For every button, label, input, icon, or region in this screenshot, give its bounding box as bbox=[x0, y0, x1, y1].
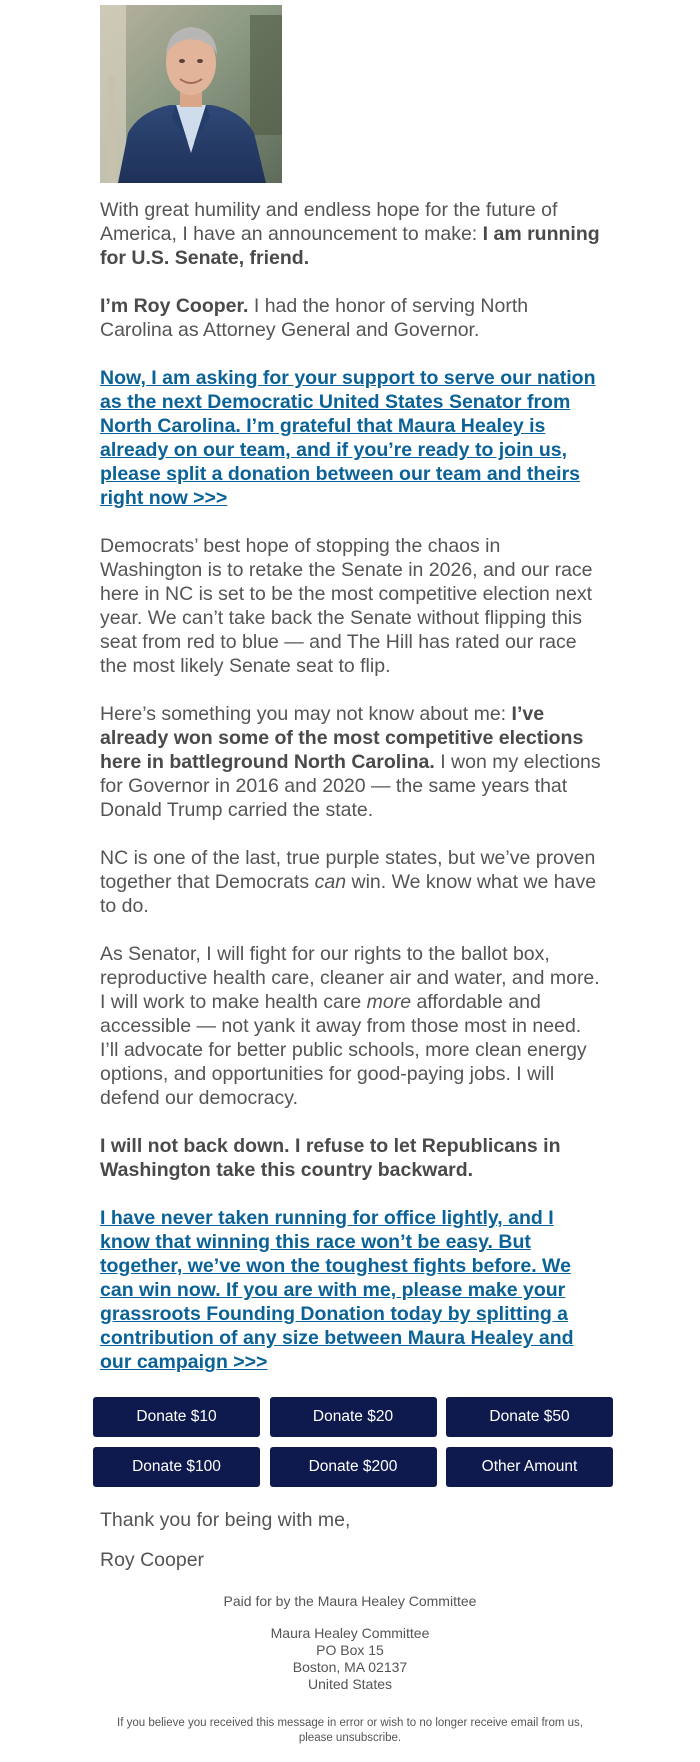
candidate-portrait bbox=[100, 5, 282, 183]
donate-10-button[interactable]: Donate $10 bbox=[93, 1397, 260, 1437]
donate-100-button[interactable]: Donate $100 bbox=[93, 1447, 260, 1487]
senate-paragraph: Democrats’ best hope of stopping the chaos in Washington is to retake the Senate in 2026, and our race here in NC is set to be the most competitive election next year. We can’t take back the Senate without flipping this seat from red to blue — and The Hill has rated our race the most likely Senate seat to flip. bbox=[100, 535, 593, 677]
signature-name: Roy Cooper bbox=[100, 1549, 205, 1571]
intro-paragraph: With great humility and endless hope for the future of America, I have an announcement to make: I am running for U.S. Senate, friend. bbox=[100, 199, 600, 269]
address-city: Boston, MA 02137 bbox=[292, 1659, 408, 1675]
introduction-paragraph: I’m Roy Cooper. I had the honor of serving North Carolina as Attorney General and Governor. bbox=[100, 295, 529, 341]
resolve-paragraph: I will not back down. I refuse to let Republicans in Washington take this country backward. bbox=[100, 1135, 561, 1181]
unsubscribe-notice: If you believe you received this message in error or wish to no longer receive email from us, please unsubscribe. bbox=[80, 1716, 620, 1746]
donate-20-button[interactable]: Donate $20 bbox=[270, 1397, 437, 1437]
announcement-bold: I am running for U.S. Senate, friend. bbox=[100, 223, 600, 269]
paid-for-disclaimer: Paid for by the Maura Healey Committee bbox=[223, 1593, 477, 1609]
mailing-address bbox=[80, 1625, 620, 1693]
thanks-line: Thank you for being with me, bbox=[100, 1509, 351, 1531]
letter-content bbox=[100, 198, 605, 1398]
unsubscribe-link[interactable]: please unsubscribe. bbox=[298, 1732, 402, 1744]
donate-50-button[interactable]: Donate $50 bbox=[446, 1397, 613, 1437]
donate-other-button[interactable]: Other Amount bbox=[446, 1447, 613, 1487]
donate-button-grid bbox=[93, 1397, 613, 1497]
signoff bbox=[100, 1508, 350, 1588]
donate-link-secondary[interactable]: I have never taken running for office lightly, and I know that winning this race won’t be easy. But together, we’ve won the toughest fights before. We can win now. If you are with me, please make your grassroots Founding Donation today by splitting a contribution of any size between Maura Healey and our campaign >>> bbox=[100, 1207, 574, 1373]
platform-paragraph: As Senator, I will fight for our rights to the ballot box, reproductive health care, cleaner air and water, and more. I will work to make health care more affordable and accessible — not yank it away from those most in need. I’ll advocate for better public schools, more clean energy options, and opportunities for good-paying jobs. I will defend our democracy. bbox=[100, 943, 600, 1109]
donate-200-button[interactable]: Donate $200 bbox=[270, 1447, 437, 1487]
address-org: Maura Healey Committee bbox=[270, 1625, 430, 1641]
purple-state-paragraph: NC is one of the last, true purple states, but we’ve proven together that Democrats can win. We know what we have to do. bbox=[100, 847, 597, 917]
address-country: United States bbox=[307, 1676, 393, 1692]
address-street: PO Box 15 bbox=[316, 1642, 384, 1658]
experience-paragraph: Here’s something you may not know about me: I’ve already won some of the most competitive elections here in battleground North Carolina. I won my elections for Governor in 2016 and 2020 — the same years that Donald Trump carried the state. bbox=[100, 703, 601, 821]
donate-link-primary[interactable]: Now, I am asking for your support to serve our nation as the next Democratic United States Senator from North Carolina. I’m grateful that Maura Healey is already on our team, and if you’re ready to join us, please split a donation between our team and theirs right now >>> bbox=[100, 367, 596, 509]
name-bold: I’m Roy Cooper. bbox=[100, 295, 249, 317]
